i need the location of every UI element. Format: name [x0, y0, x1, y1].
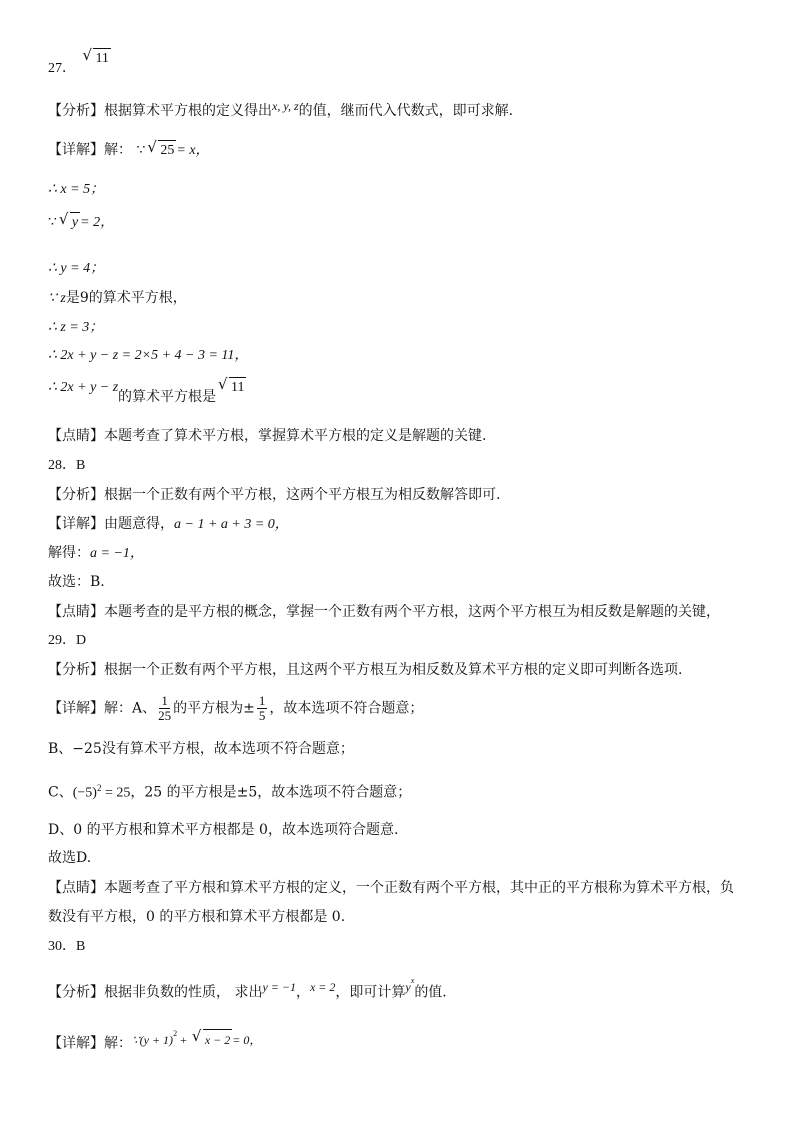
q27-step: ∴ z = 3；	[48, 320, 104, 335]
q28-choice: 故选：B.	[48, 574, 105, 590]
sqrt-symbol: √ 25	[147, 140, 176, 161]
fraction: $\frac{1}{25}$	[158, 693, 172, 723]
q29-comment: 数没有平方根，0 的平方根和算术平方根都是 0.	[48, 909, 346, 925]
sqrt-symbol: √ x − 2	[192, 1029, 232, 1050]
q29-option-d: D、0 的平方根和算术平方根都是 0，故本选项符合题意.	[48, 822, 399, 838]
q27-analysis: 【分析】根据算术平方根的定义得出x, y, z的值，继而代入代数式，即可求解.	[48, 99, 514, 119]
q30-analysis: 【分析】根据非负数的性质， 求出y = −1，x = 2，即可计算$y^x$的值.	[48, 976, 447, 1001]
q29-choice: 故选D.	[48, 850, 92, 866]
q30-number: 30．B	[48, 939, 86, 954]
q30-detail: 【详解】解：∵(y + 1)$^2$ + √ x − 2 = 0，	[48, 1030, 261, 1054]
q29-option-b: B、−25没有算术平方根，故本选项不符合题意；	[48, 741, 354, 757]
q28-comment: 【点睛】本题考查的是平方根的概念，掌握一个正数有两个平方根，这两个平方根互为相反数是解题的关键，	[48, 604, 720, 620]
sqrt-symbol: √ 11	[82, 48, 110, 69]
q27-answer-line	[48, 51, 111, 79]
q29-option-c: C、$(-5)^2 = 25$，25 的平方根是±5，故本选项不符合题意；	[48, 783, 412, 801]
sqrt-symbol: √ y	[59, 212, 80, 233]
q27-step: ∵ z是9的算术平方根，	[48, 290, 187, 306]
q27-step: ∴ 2x + y − z	[48, 380, 119, 395]
q27-detail: 【详解】解： ∵√ 25 = x，	[48, 140, 210, 161]
q28-analysis: 【分析】根据一个正数有两个平方根，这两个平方根互为相反数解答即可.	[48, 487, 501, 503]
sqrt-symbol: √ 11	[218, 377, 246, 398]
q27-comment: 【点睛】本题考查了算术平方根，掌握算术平方根的定义是解题的关键.	[48, 428, 487, 444]
q27-step: ∴ y = 4；	[48, 261, 105, 276]
q29-analysis: 【分析】根据一个正数有两个平方根，且这两个平方根互为相反数及算术平方根的定义即可判断各选项.	[48, 662, 683, 678]
q27-step: ∵√ y = 2，	[48, 212, 114, 233]
q29-number: 29．D	[48, 633, 87, 648]
q29-comment: 【点睛】本题考查了平方根和算术平方根的定义，一个正数有两个平方根，其中正的平方根称为算术平方根，负	[48, 880, 734, 896]
fraction: $\frac{1}{5}$	[258, 693, 266, 723]
q27-number: 27．	[48, 61, 76, 76]
q27-step: ∴ x = 5；	[48, 182, 105, 197]
q28-detail: 【详解】由题意得，a − 1 + a + 3 = 0，	[48, 516, 289, 532]
q28-number: 28．B	[48, 458, 86, 473]
q27-step: ∴ 2x + y − z = 2×5 + 4 − 3 = 11，	[48, 348, 249, 363]
q27-step-cont: 的算术平方根是√ 11	[118, 387, 246, 408]
q29-option-a: 【详解】解：A、 $\frac{1}{25}$ 的平方根为± $\frac{1}{5}$ ，故本选项不符合题意；	[48, 693, 424, 723]
q28-solve: 解得：a = −1，	[48, 545, 144, 561]
